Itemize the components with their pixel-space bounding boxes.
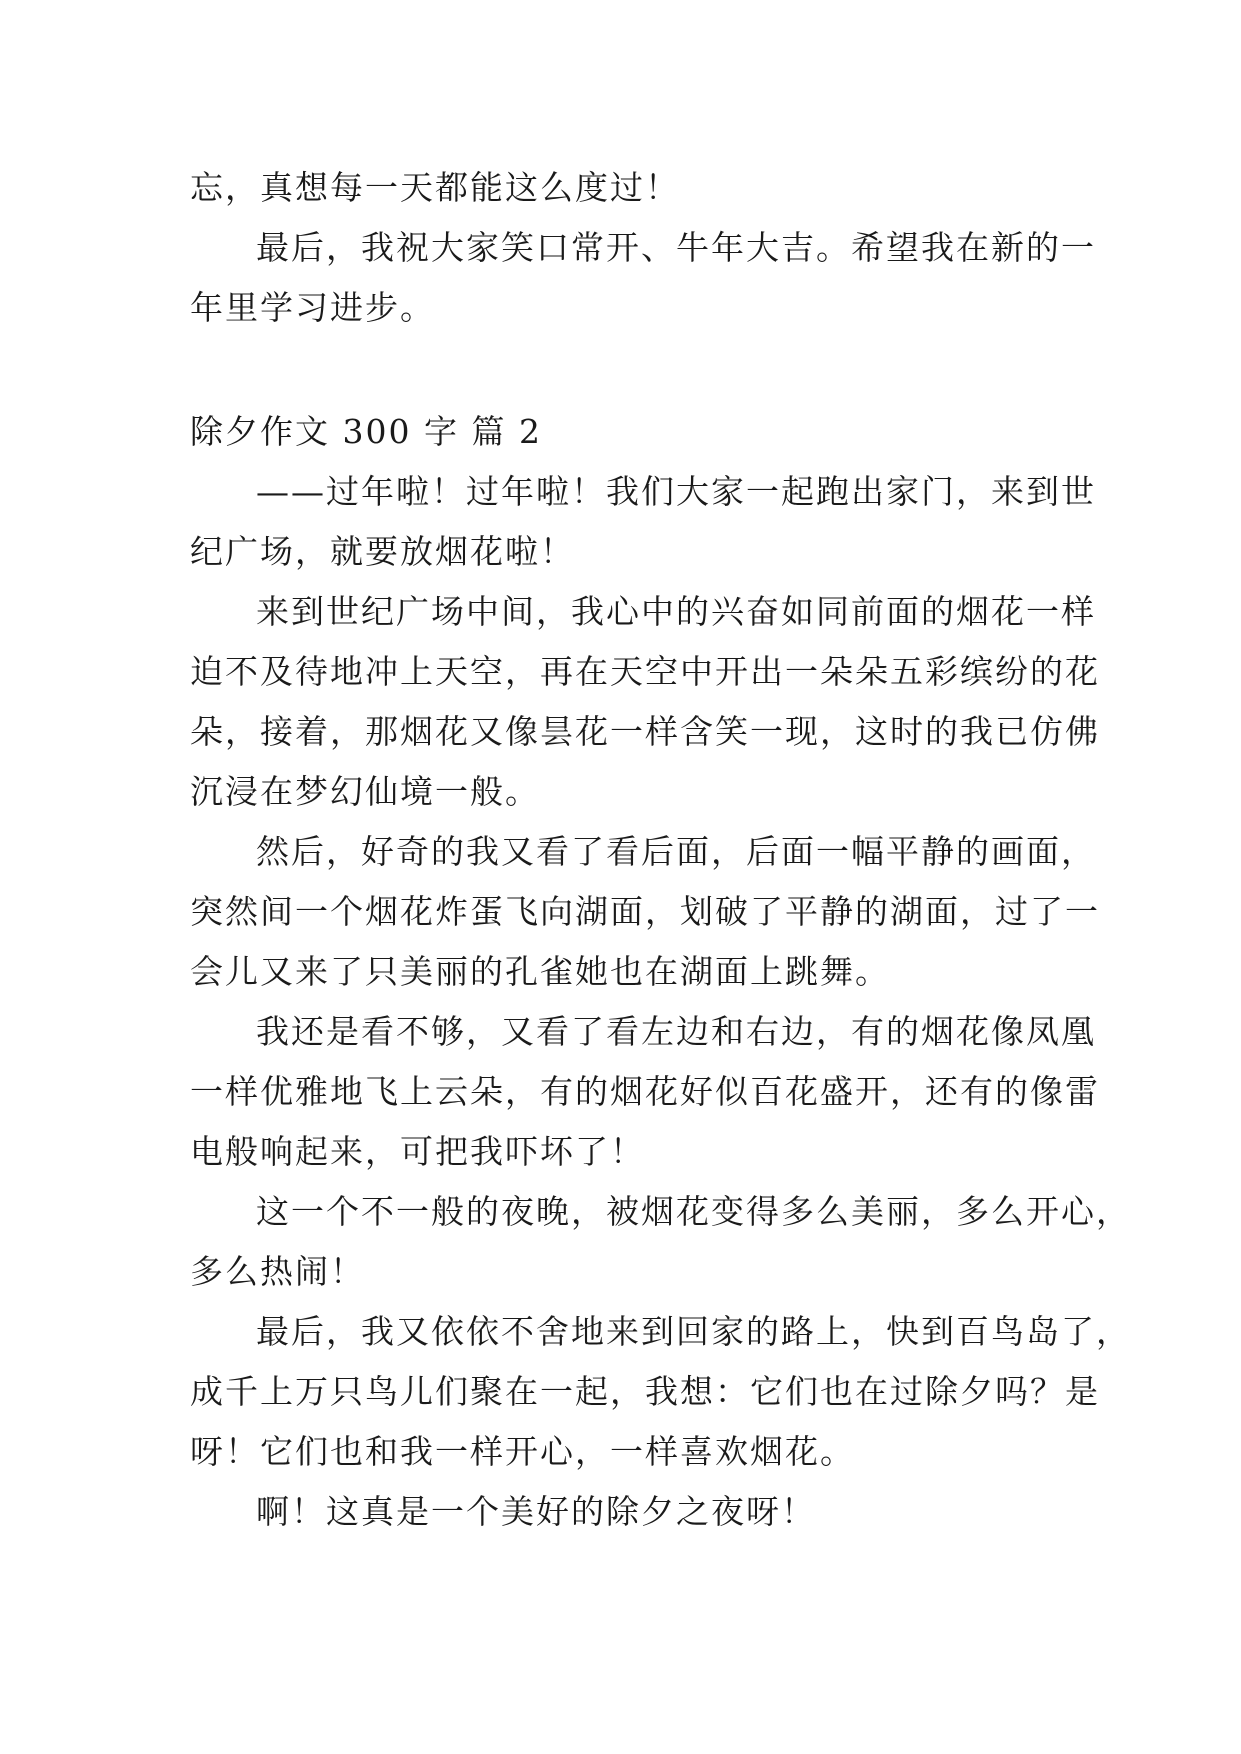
paragraph-line: 多么热闹！ [190, 1252, 365, 1291]
paragraph-line: 沉浸在梦幻仙境一般。 [190, 772, 540, 811]
paragraph-line: 迫不及待地冲上天空，再在天空中开出一朵朵五彩缤纷的花 [190, 652, 1100, 691]
paragraph-line: 电般响起来，可把我吓坏了！ [190, 1132, 645, 1171]
paragraph-line: 忘，真想每一天都能这么度过！ [190, 168, 680, 207]
paragraph-line: ——过年啦！过年啦！我们大家一起跑出家门，来到世 [256, 472, 1096, 511]
paragraph-line: 啊！这真是一个美好的除夕之夜呀！ [256, 1492, 816, 1531]
document-page [190, 158, 1131, 1542]
paragraph-line: 来到世纪广场中间，我心中的兴奋如同前面的烟花一样 [256, 592, 1096, 631]
paragraph-line: 突然间一个烟花炸蛋飞向湖面，划破了平静的湖面，过了一 [190, 892, 1100, 931]
paragraph-line: 年里学习进步。 [190, 288, 435, 327]
paragraph-line: 最后，我祝大家笑口常开、牛年大吉。希望我在新的一 [256, 228, 1096, 267]
paragraph-line: 纪广场，就要放烟花啦！ [190, 532, 575, 571]
paragraph-line: 这一个不一般的夜晚，被烟花变得多么美丽，多么开心， [256, 1192, 1131, 1231]
paragraph-line: 我还是看不够，又看了看左边和右边，有的烟花像凤凰 [256, 1012, 1096, 1051]
paragraph-line: 朵，接着，那烟花又像昙花一样含笑一现，这时的我已仿佛 [190, 712, 1100, 751]
paragraph-line: 成千上万只鸟儿们聚在一起，我想：它们也在过除夕吗？是 [190, 1372, 1100, 1411]
paragraph-line: 呀！它们也和我一样开心，一样喜欢烟花。 [190, 1432, 855, 1471]
paragraph-line: 然后，好奇的我又看了看后面，后面一幅平静的画面， [256, 832, 1096, 871]
paragraph-line: 会儿又来了只美丽的孔雀她也在湖面上跳舞。 [190, 952, 890, 991]
paragraph-line: 最后，我又依依不舍地来到回家的路上，快到百鸟岛了， [256, 1312, 1131, 1351]
section-gap [190, 338, 1050, 402]
paragraph-line: 一样优雅地飞上云朵，有的烟花好似百花盛开，还有的像雷 [190, 1072, 1100, 1111]
section-title: 除夕作文 300 字 篇 2 [190, 412, 542, 451]
